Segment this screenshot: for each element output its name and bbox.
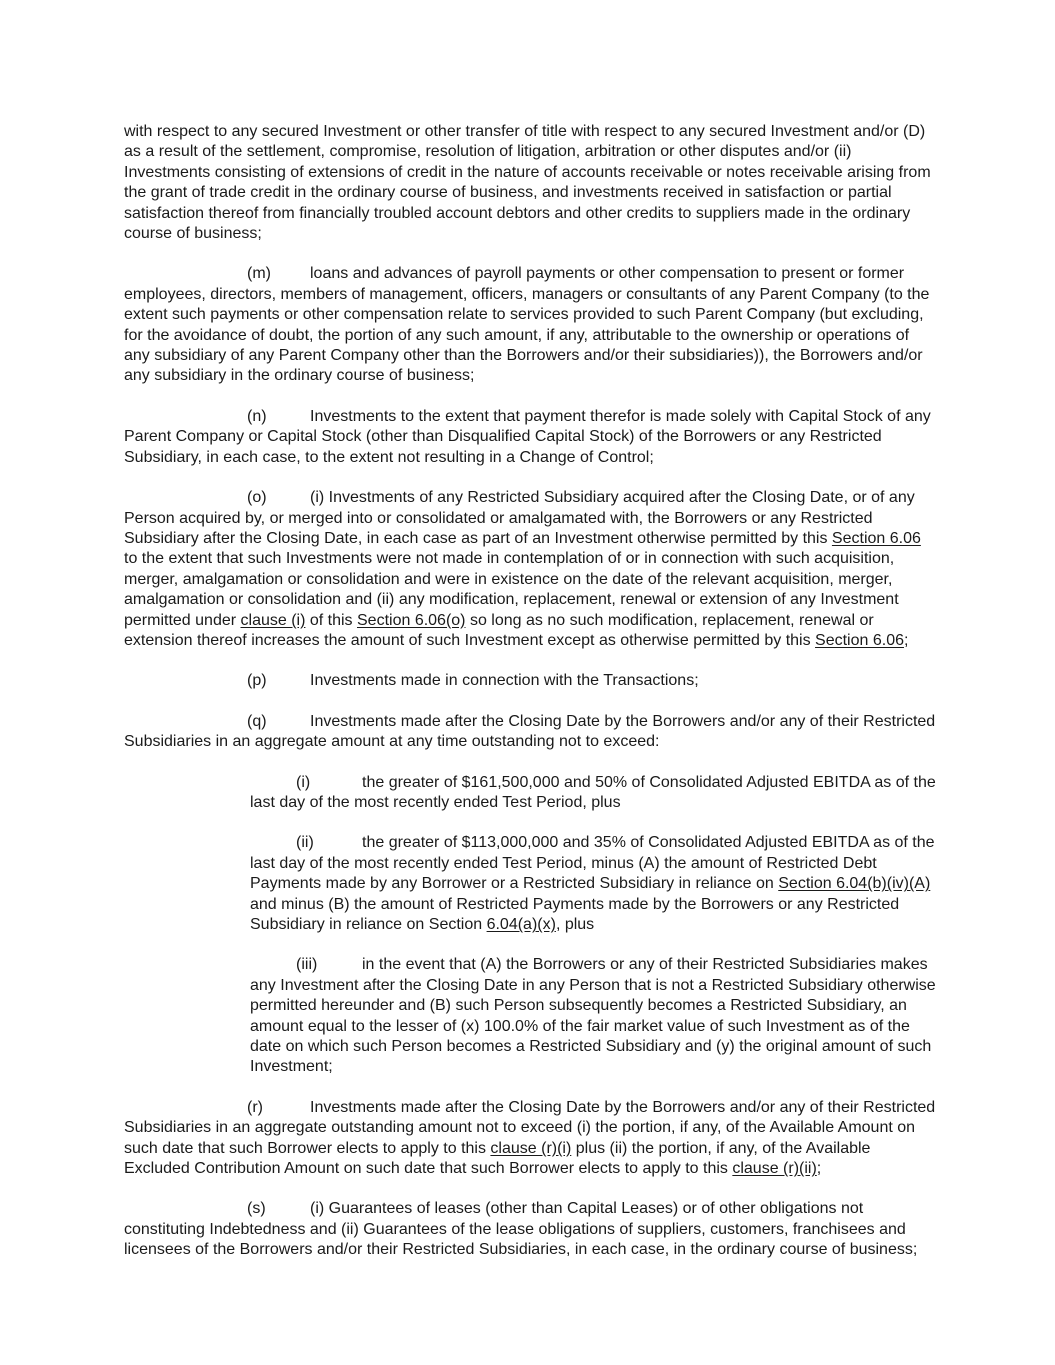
clause-label: (s): [247, 1200, 266, 1218]
clause-label: (i): [296, 773, 311, 791]
paragraph-m: [124, 264, 936, 386]
document-body: [124, 122, 936, 1281]
section-reference: 6.04(a)(x): [486, 916, 556, 933]
text-run: in the event that (A) the Borrowers or any of their Restricted Subsidiaries makes any Investment after the Closing Date in any Person that is not a Restricted Subsidiary otherwise permitted hereunder and (B) such Person subsequently becomes a Restricted Subsidiary, an amount equal to the lesser of (x) 100.0% of the fair market value of such Investment as of the date on which such Person becomes a Restricted Subsidiary and (y) the original amount of such Investment;: [250, 956, 936, 1076]
text-run: Investments made in connection with the Transactions;: [310, 672, 699, 690]
subclause-q-iii: [250, 955, 936, 1077]
section-reference: clause (r)(i): [490, 1139, 572, 1157]
section-reference: Section 6.06: [831, 529, 921, 547]
clause-label: (o): [247, 489, 267, 507]
paragraph-o: [124, 488, 936, 651]
text-run: loans and advances of payroll payments or other compensation to present or former employees, directors, members of management, officers, managers or consultants of any Parent Company (to the extent such payments or other compensation relate to services provided to such Parent Company (but excluding, for the avoidance of doubt, the portion of any such amount, if any, attributable to the ownership or operations of any subsidiary of any Parent Company other than the Borrowers and/or their subsidiaries)), the Borrowers and/or any subsidiary in the ordinary course of business;: [124, 265, 930, 385]
text-run: and minus (B) the amount of Restricted Payments made by the Borrowers or any Restricted Subsidiary in reliance on Section: [250, 895, 900, 933]
section-reference: clause (i): [240, 611, 306, 629]
section-reference: clause (r)(ii): [732, 1160, 817, 1178]
paragraph-p: [124, 671, 936, 691]
paragraph-n: [124, 407, 936, 468]
section-reference: Section 6.06(o): [357, 611, 466, 629]
clause-label: (iii): [296, 956, 318, 974]
clause-label: (m): [247, 265, 271, 283]
paragraph-r: [124, 1098, 936, 1180]
subclause-q-ii: [250, 833, 936, 935]
text-run: Investments made after the Closing Date by the Borrowers and/or any of their Restricted Subsidiaries in an aggregate outstanding amount not to exceed (i) the portion, if any, of the Available Amount on such date that such Borrower elects to apply to this: [124, 1098, 936, 1157]
subclause-q-i: [250, 773, 936, 814]
clause-label: (r): [247, 1098, 263, 1116]
text-run: ;: [816, 1160, 822, 1178]
clause-label: (n): [247, 407, 267, 425]
text-run: to the extent that such Investments were not made in contemplation of or in connection with such acquisition, merger, amalgamation or consolidation and were in existence on the date of the relevant acquisition, merger, amalgamation or consolidation and (ii) any modification, replacement, renewal or extension of any Investment permitted under: [124, 550, 899, 629]
text-run: of this: [305, 611, 357, 629]
text-run: , plus: [555, 916, 595, 933]
paragraph-s: [124, 1199, 936, 1260]
text-run: Investments to the extent that payment therefor is made solely with Capital Stock of any Parent Company or Capital Stock (other than Disqualified Capital Stock) of the Borrowers or any Restricted Subsidiary, in each case, to the extent not resulting in a Change of Control;: [124, 407, 931, 466]
clause-label: (ii): [296, 834, 314, 852]
text-run: the greater of $161,500,000 and 50% of Consolidated Adjusted EBITDA as of the last day of the most recently ended Test Period, plus: [250, 773, 936, 811]
section-reference: Section 6.06: [815, 631, 904, 649]
text-run: Investments made after the Closing Date by the Borrowers and/or any of their Restricted Subsidiaries in an aggregate amount at any time outstanding not to exceed:: [124, 712, 936, 751]
paragraph-continuation: [124, 122, 936, 244]
text-run: so long as no such modification, replacement, renewal or extension thereof increases the amount of such Investment except as otherwise permitted by this: [124, 611, 874, 649]
clause-label: (p): [247, 672, 267, 690]
text-run: with respect to any secured Investment or other transfer of title with respect to any secured Investment and/or (D) as a result of the settlement, compromise, resolution of litigation, arbitration or other disputes and/or (ii) Investments consisting of extensions of credit in the nature of accounts receivable or notes receivable arising from the grant of trade credit in the ordinary course of business, and investments received in satisfaction or partial satisfaction thereof from financially troubled account debtors and other credits to suppliers made in the ordinary course of business;: [124, 123, 931, 243]
text-run: ;: [903, 631, 909, 649]
text-run: (i) Guarantees of leases (other than Capital Leases) or of other obligations not constituting Indebtedness and (ii) Guarantees of the lease obligations of suppliers, customers, franchisees and licensees of the Borrowers and/or their Restricted Subsidiaries, in each case, in the ordinary course of business;: [124, 1200, 918, 1259]
clause-label: (q): [247, 712, 267, 730]
paragraph-q: [124, 712, 936, 753]
text-run: plus (ii) the portion, if any, of the Available Excluded Contribution Amount on such date that such Borrower elects to apply to this: [124, 1139, 871, 1178]
text-run: the greater of $113,000,000 and 35% of Consolidated Adjusted EBITDA as of the last day of the most recently ended Test Period, minus (A) the amount of Restricted Debt Payments made by any Borrower or a Restricted Subsidiary in reliance on: [250, 834, 935, 893]
section-reference: Section 6.04(b)(iv)(A): [778, 875, 931, 893]
text-run: (i) Investments of any Restricted Subsidiary acquired after the Closing Date, or of any Person acquired by, or merged into or consolidated or amalgamated with, the Borrowers or any Restricted Subsidiary after the Closing Date, in each case as part of an Investment otherwise permitted by this: [124, 489, 915, 547]
